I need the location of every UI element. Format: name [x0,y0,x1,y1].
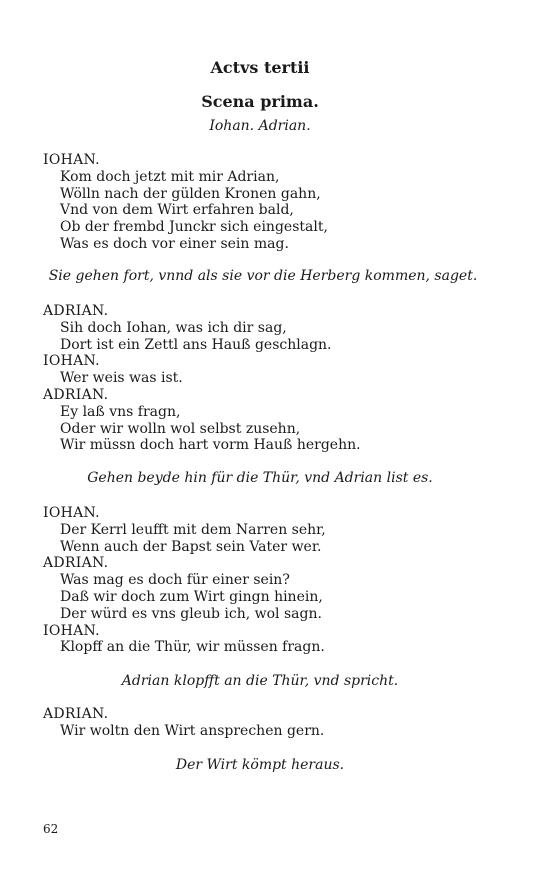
verse-line: Der Kerrl leufft mit dem Narren sehr, [60,521,326,538]
verse-line: Ob der frembd Junckr sich eingestalt, [60,219,328,236]
dialogue-block [43,706,324,740]
speaker-name: IOHAN. [43,152,100,168]
stage-direction: Der Wirt kömpt heraus. [175,757,345,773]
verse-line: Ey laß vns fragn, [60,403,181,420]
scene-persons: Iohan. Adrian. [209,118,311,134]
speaker-name: IOHAN. [43,353,100,370]
verse-line: Daß wir doch zum Wirt gingn hinein, [60,588,323,605]
stage-direction: Sie gehen fort, vnnd als sie vor die Herberg kommen, saget. [48,268,478,284]
stage-direction: Adrian klopfft an die Thür, vnd spricht. [121,673,399,689]
speaker-name: ADRIAN. [43,303,109,319]
verse-line: Sih doch Iohan, was ich dir sag, [60,319,287,336]
speaker-name: ADRIAN. [43,386,109,403]
scene-title: Scena prima. [201,92,319,111]
speaker-name: IOHAN. [43,622,100,639]
verse-line: Klopff an die Thür, wir müssen fragn. [60,639,325,656]
verse-line: Wölln nach der gülden Kronen gahn, [60,185,321,202]
verse-line: Was mag es doch für einer sein? [60,572,290,589]
speaker-name: IOHAN. [43,505,100,521]
verse-line: Oder wir wolln wol selbst zusehn, [60,420,301,437]
verse-line: Wir müssn doch hart vorm Hauß hergehn. [60,437,361,454]
verse-line: Vnd von dem Wirt erfahren bald, [60,202,294,219]
stage-direction: Gehen beyde hin für die Thür, vnd Adrian list es. [87,470,433,486]
verse-line: Dort ist ein Zettl ans Hauß geschlagn. [60,336,332,353]
dialogue-block [43,152,328,253]
act-title: Actvs tertii [210,58,310,77]
verse-line: Kom doch jetzt mit mir Adrian, [60,168,280,185]
verse-line: Der würd es vns gleub ich, wol sagn. [60,605,322,622]
verse-line: Wenn auch der Bapst sein Vater wer. [60,538,322,555]
verse-line: Was es doch vor einer sein mag. [60,235,289,252]
verse-line: Wer weis was ist. [60,370,183,387]
speaker-name: ADRIAN. [43,555,109,572]
dialogue-block [43,303,361,454]
dialogue-block [43,505,326,656]
speaker-name: ADRIAN. [43,706,109,722]
verse-line: Wir woltn den Wirt ansprechen gern. [60,722,325,739]
page-number: 62 [43,822,59,836]
